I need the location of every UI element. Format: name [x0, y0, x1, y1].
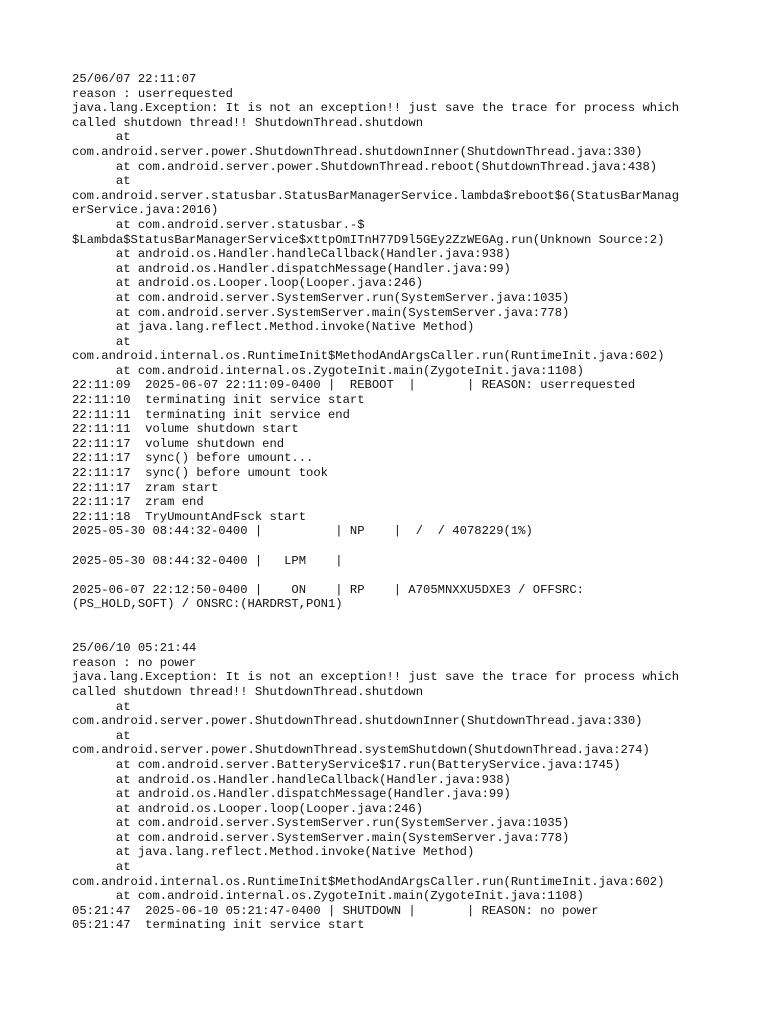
log-line: 22:11:18 TryUmountAndFsck start: [72, 509, 307, 524]
log-line: (PS_HOLD,SOFT) / ONSRC:(HARDRST,PON1): [72, 597, 343, 612]
log-line: at com.android.server.statusbar.-$: [72, 217, 365, 232]
log-line: at android.os.Handler.handleCallback(Handler.java:938): [72, 772, 511, 787]
log-line: 2025-05-30 08:44:32-0400 | | NP | / / 4078229(1%): [72, 524, 533, 539]
log-line: at com.android.server.SystemServer.run(SystemServer.java:1035): [72, 290, 570, 305]
log-line: 05:21:47 terminating init service start: [72, 918, 365, 933]
log-line: 22:11:17 sync() before umount...: [72, 451, 314, 466]
log-line: at com.android.server.power.ShutdownThread.reboot(ShutdownThread.java:438): [72, 159, 658, 174]
log-line: at android.os.Handler.dispatchMessage(Handler.java:99): [72, 787, 511, 802]
log-line: [72, 612, 712, 627]
log-line: [72, 627, 712, 642]
log-line: at: [72, 130, 131, 145]
log-line: $Lambda$StatusBarManagerService$xttpOmITnH77D9l5GEy2ZzWEGAg.run(Unknown Source:2): [72, 232, 665, 247]
log-line: 2025-06-07 22:12:50-0400 | ON | RP | A705MNXXU5DXE3 / OFFSRC:: [72, 582, 584, 597]
log-line: at: [72, 728, 131, 743]
log-line: com.android.server.power.ShutdownThread.shutdownInner(ShutdownThread.java:330): [72, 714, 643, 729]
log-line: 22:11:11 terminating init service end: [72, 407, 350, 422]
log-line: java.lang.Exception: It is not an exception!! just save the trace for process which: [72, 101, 680, 116]
log-line: at: [72, 699, 131, 714]
log-line: at android.os.Handler.dispatchMessage(Handler.java:99): [72, 261, 511, 276]
log-line: 22:11:09 2025-06-07 22:11:09-0400 | REBOOT | | REASON: userrequested: [72, 378, 636, 393]
log-line: at: [72, 174, 131, 189]
log-line: at com.android.server.SystemServer.main(SystemServer.java:778): [72, 305, 570, 320]
log-line: reason : userrequested: [72, 86, 233, 101]
log-line: [72, 539, 712, 554]
log-line: com.android.server.power.ShutdownThread.shutdownInner(ShutdownThread.java:330): [72, 144, 643, 159]
log-line: com.android.server.statusbar.StatusBarManagerService.lambda$reboot$6(StatusBarManag: [72, 188, 680, 203]
log-line: 22:11:17 zram end: [72, 495, 204, 510]
log-line: at com.android.server.BatteryService$17.run(BatteryService.java:1745): [72, 757, 621, 772]
log-line: at com.android.internal.os.ZygoteInit.main(ZygoteInit.java:1108): [72, 889, 584, 904]
log-line: 22:11:17 sync() before umount took: [72, 466, 328, 481]
log-line: at com.android.server.SystemServer.run(SystemServer.java:1035): [72, 816, 570, 831]
log-line: com.android.server.power.ShutdownThread.systemShutdown(ShutdownThread.java:274): [72, 743, 650, 758]
log-line: 22:11:10 terminating init service start: [72, 393, 365, 408]
log-line: at java.lang.reflect.Method.invoke(Native Method): [72, 320, 475, 335]
log-line: java.lang.Exception: It is not an exception!! just save the trace for process which: [72, 670, 680, 685]
log-line: at android.os.Handler.handleCallback(Handler.java:938): [72, 247, 511, 262]
log-line: at: [72, 860, 131, 875]
log-line: erService.java:2016): [72, 203, 219, 218]
log-text: [72, 72, 712, 933]
log-line: called shutdown thread!! ShutdownThread.shutdown: [72, 684, 424, 699]
log-line: com.android.internal.os.RuntimeInit$MethodAndArgsCaller.run(RuntimeInit.java:602): [72, 349, 665, 364]
log-line: at com.android.internal.os.ZygoteInit.main(ZygoteInit.java:1108): [72, 363, 584, 378]
log-line: 2025-05-30 08:44:32-0400 | LPM |: [72, 553, 343, 568]
log-line: [72, 568, 712, 583]
log-line: at android.os.Looper.loop(Looper.java:246): [72, 276, 424, 291]
log-line: reason : no power: [72, 655, 197, 670]
log-line: 05:21:47 2025-06-10 05:21:47-0400 | SHUTDOWN | | REASON: no power: [72, 903, 599, 918]
log-line: 25/06/07 22:11:07: [72, 72, 197, 86]
log-line: 22:11:17 volume shutdown end: [72, 436, 285, 451]
log-line: called shutdown thread!! ShutdownThread.shutdown: [72, 115, 424, 130]
log-line: 22:11:17 zram start: [72, 480, 219, 495]
log-line: 25/06/10 05:21:44: [72, 641, 197, 656]
log-line: 22:11:11 volume shutdown start: [72, 422, 299, 437]
log-line: at: [72, 334, 131, 349]
log-line: at java.lang.reflect.Method.invoke(Native Method): [72, 845, 475, 860]
log-line: at android.os.Looper.loop(Looper.java:246): [72, 801, 424, 816]
log-line: at com.android.server.SystemServer.main(SystemServer.java:778): [72, 830, 570, 845]
log-line: com.android.internal.os.RuntimeInit$MethodAndArgsCaller.run(RuntimeInit.java:602): [72, 874, 665, 889]
